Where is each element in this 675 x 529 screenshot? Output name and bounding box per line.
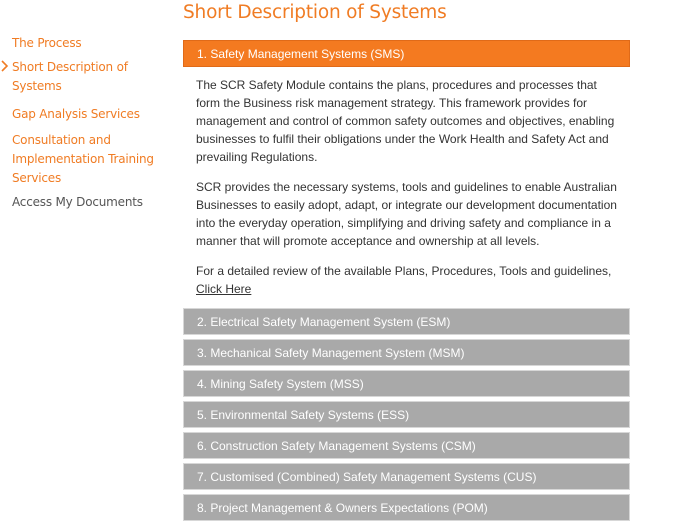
accordion-header-mss[interactable]: 4. Mining Safety System (MSS) <box>183 370 630 397</box>
sidebar-item-consultation[interactable]: Consultation and Implementation Training Services <box>12 133 154 185</box>
sidebar-item-access-documents[interactable]: Access My Documents <box>12 195 143 209</box>
accordion-header-esm[interactable]: 2. Electrical Safety Management System (ESM) <box>183 308 630 335</box>
accordion-header-msm[interactable]: 3. Mechanical Safety Management System (MSM) <box>183 339 630 366</box>
sidebar-item-gap-analysis[interactable]: Gap Analysis Services <box>12 107 140 121</box>
paragraph-intro: The SCR Safety Module contains the plans, procedures and processes that form the Business risk management strategy. This framework provides for management and control of common safety outcomes and objectives, enabling businesses to fulfil their obligations under the Work Health and Safety Act and prevailing Regulations. <box>196 78 615 164</box>
review-text: For a detailed review of the available Plans, Procedures, Tools and guidelines, <box>196 264 612 278</box>
page-title: Short Description of Systems <box>183 2 447 23</box>
accordion-header-cus[interactable]: 7. Customised (Combined) Safety Management Systems (CUS) <box>183 463 630 490</box>
sidebar-item-short-description[interactable]: Short Description of Systems <box>12 60 128 93</box>
paragraph-review <box>196 262 621 298</box>
sidebar-item-the-process[interactable]: The Process <box>12 36 82 50</box>
accordion-header-ess[interactable]: 5. Environmental Safety Systems (ESS) <box>183 401 630 428</box>
paragraph-provides: SCR provides the necessary systems, tools and guidelines to enable Australian Businesses to easily adopt, adapt, or integrate our development documentation into the everyday operation, simplifying and driving safety and compliance in a manner that will promote acceptance and ownership at all levels. <box>196 180 617 248</box>
chevron-right-icon <box>0 60 10 72</box>
click-here-link[interactable]: Click Here <box>196 282 252 296</box>
accordion-header-csm[interactable]: 6. Construction Safety Management Systems (CSM) <box>183 432 630 459</box>
accordion-panel-sms <box>196 76 621 310</box>
accordion-header-pom[interactable]: 8. Project Management & Owners Expectations (POM) <box>183 494 630 521</box>
accordion-header-sms[interactable]: 1. Safety Management Systems (SMS) <box>183 40 630 67</box>
